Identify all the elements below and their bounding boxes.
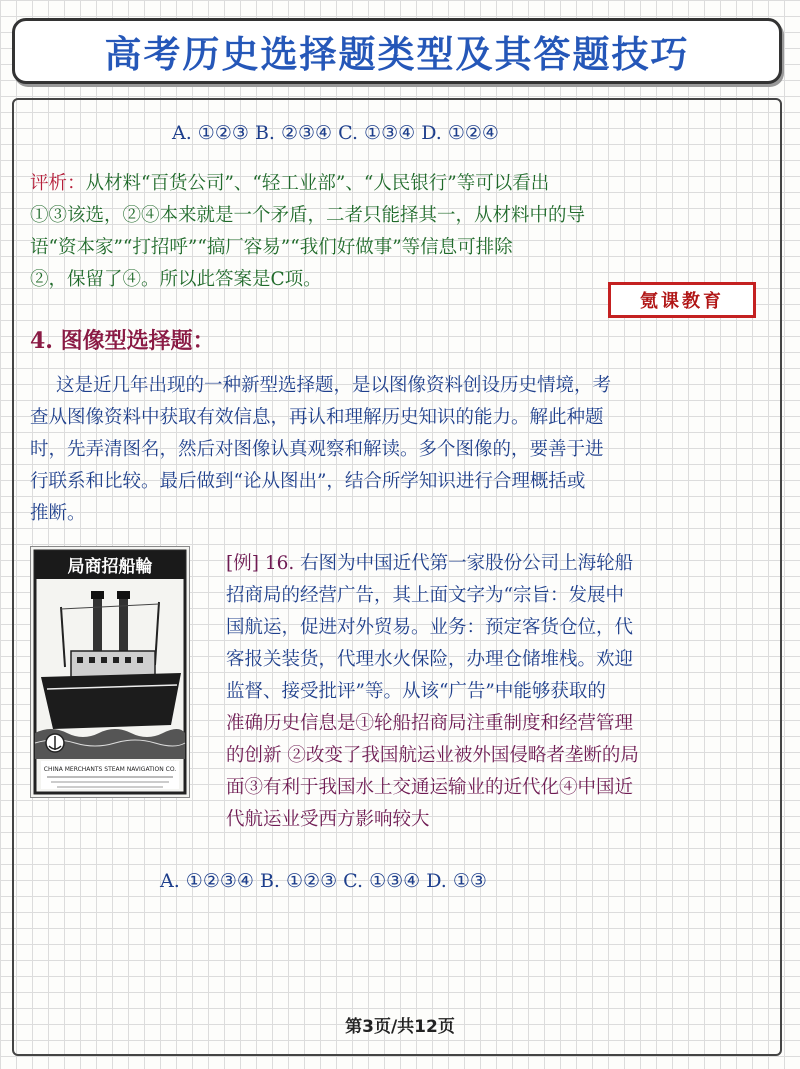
section-intro (30, 370, 775, 530)
intro-line: 行联系和比较。最后做到“论从图出”，结合所学知识进行合理概括或 (30, 471, 586, 492)
poster-bottom-text: CHINA MERCHANTS STEAM NAVIGATION CO. (43, 766, 177, 773)
intro-line: 时，先弄清图名，然后对图像认真观察和解读。多个图像的，要善于进 (30, 439, 604, 460)
poster-illustration (31, 547, 189, 797)
intro-line: 这是近几年出现的一种新型选择题，是以图像资料创设历史情境，考 (56, 375, 612, 396)
question-line: 招商局的经营广告，其上面文字为“宗旨：发展中 (226, 585, 624, 606)
analysis-line: ②，保留了④。所以此答案是C项。 (30, 269, 322, 290)
question-line: 监督、接受批评”等。从该“广告”中能够获取的 (226, 681, 606, 702)
analysis-line: 评析：从材料“百货公司”、“轻工业部”、“人民银行”等可以看出 (30, 173, 550, 194)
option-line: 面③有利于我国水上交通运输业的近代化④中国近 (226, 777, 634, 798)
page-title: 高考历史选择题类型及其答题技巧 (104, 33, 690, 76)
option-line: 的创新 ②改变了我国航运业被外国侵略者垄断的局 (226, 745, 639, 766)
option-line: 准确历史信息是①轮船招商局注重制度和经营管理 (226, 713, 634, 734)
section-heading: 4. 图像型选择题： (30, 328, 215, 354)
navigation-poster-image (30, 546, 190, 798)
page-number: 第3页/共12页 (345, 1017, 455, 1037)
question-line: [例] 16. 右图为中国近代第一家股份公司上海轮船 (226, 553, 634, 574)
example-question (226, 548, 776, 836)
example-label: [例] 16. (226, 553, 295, 574)
question-line: 客报关装货，代理水火保险，办理仓储堆栈。欢迎 (226, 649, 634, 670)
q3-analysis (30, 168, 770, 296)
q3-choices: A. ①②③ B. ②③④ C. ①③④ D. ①②④ (172, 122, 499, 144)
intro-line: 推断。 (30, 503, 86, 524)
analysis-line: 语“资本家”“打招呼”“搞厂容易”“我们好做事”等信息可排除 (30, 237, 513, 258)
option-line: 代航运业受西方影响较大 (226, 809, 430, 830)
analysis-line: ①③该选，②④本来就是一个矛盾，二者只能择其一，从材料中的导 (30, 205, 586, 226)
poster-top-text: 局商招船輪 (67, 557, 153, 577)
question-line: 国航运，促进对外贸易。业务：预定客货仓位，代 (226, 617, 634, 638)
brand-stamp: 氪课教育 (608, 282, 756, 318)
example-choices: A. ①②③④ B. ①②③ C. ①③④ D. ①③ (160, 870, 487, 892)
intro-line: 查从图像资料中获取有效信息，再认和理解历史知识的能力。解此种题 (30, 407, 604, 428)
title-banner (12, 18, 782, 84)
analysis-label: 评析： (30, 173, 86, 194)
